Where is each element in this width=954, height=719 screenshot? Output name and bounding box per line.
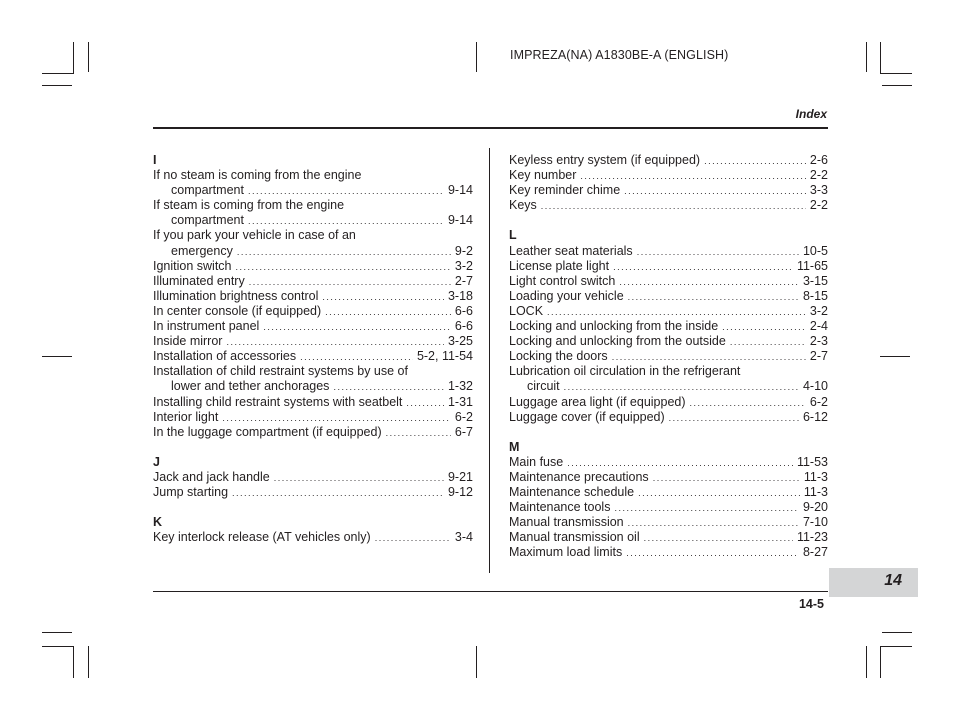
dot-leader [547, 305, 806, 320]
index-entry[interactable] [153, 274, 473, 289]
index-entry-page: 6-6 [454, 319, 473, 334]
index-entry-page: 6-2 [454, 409, 473, 424]
index-column-left [153, 153, 473, 545]
group-spacer [153, 440, 473, 455]
index-entry[interactable] [509, 304, 828, 319]
index-entry[interactable] [509, 410, 828, 425]
index-entry[interactable] [509, 183, 828, 198]
index-entry[interactable] [509, 455, 828, 470]
crop-mark [476, 42, 477, 72]
crop-mark [880, 42, 881, 74]
dot-leader [237, 245, 451, 260]
column-divider [489, 148, 490, 573]
dot-leader [274, 471, 444, 486]
index-entry-page: 9-12 [447, 485, 473, 500]
index-entry-page: 9-2 [454, 243, 473, 258]
index-entry[interactable] [153, 228, 473, 258]
dot-leader [222, 411, 451, 426]
crop-mark [866, 646, 867, 678]
index-column-right [509, 153, 828, 561]
crop-mark [73, 646, 74, 678]
index-entry[interactable] [509, 289, 828, 304]
dot-leader [626, 546, 799, 561]
index-entry[interactable] [153, 364, 473, 394]
index-entry-text: circuit [527, 379, 560, 394]
index-entry[interactable] [509, 153, 828, 168]
index-entry-text: If you park your vehicle in case of an [153, 228, 356, 243]
dot-leader [580, 169, 806, 184]
index-entry-text: Locking and unlocking from the outside [509, 334, 726, 349]
dot-leader [564, 380, 799, 395]
index-entry-text: Illuminated entry [153, 273, 245, 288]
index-entry-page: 6-12 [802, 409, 828, 424]
index-entry[interactable] [509, 259, 828, 274]
index-letter-heading: L [509, 228, 517, 243]
dot-leader [638, 486, 800, 501]
dot-leader [236, 260, 451, 275]
crop-mark [42, 85, 72, 86]
index-entry-text: License plate light [509, 258, 610, 273]
index-entry-page: 9-14 [447, 213, 473, 228]
index-entry-text: Lubrication oil circulation in the refrigerant [509, 364, 741, 379]
index-entry-page: 8-15 [802, 288, 828, 303]
crop-mark [88, 42, 89, 72]
index-entry-page: 11-23 [796, 530, 828, 545]
index-entry-text: compartment [171, 183, 244, 198]
index-entry-page: 4-10 [802, 379, 828, 394]
dot-leader [325, 305, 451, 320]
dot-leader [637, 245, 799, 260]
crop-mark [42, 73, 74, 74]
dot-leader [406, 396, 444, 411]
index-entry-text: emergency [171, 243, 233, 258]
dot-leader [249, 275, 451, 290]
index-letter-heading: M [509, 439, 520, 454]
index-letter-heading: I [153, 153, 157, 167]
index-entry-page: 3-2 [454, 258, 473, 273]
dot-leader [613, 260, 793, 275]
index-entry-page: 2-7 [454, 273, 473, 288]
crop-mark [880, 646, 881, 678]
header-rule [153, 127, 828, 129]
index-entry-page: 2-3 [809, 334, 828, 349]
index-entry[interactable] [509, 274, 828, 289]
index-entry[interactable] [509, 364, 828, 394]
index-entry-page: 3-15 [802, 273, 828, 288]
index-entry[interactable] [153, 334, 473, 349]
index-entry[interactable] [153, 349, 473, 364]
crop-mark [880, 73, 912, 74]
index-entry-page: 3-25 [447, 334, 473, 349]
index-entry[interactable] [153, 198, 473, 228]
index-entry-text: Installing child restraint systems with seatbelt [153, 394, 403, 409]
index-entry[interactable] [153, 304, 473, 319]
index-entry[interactable] [153, 425, 473, 440]
dot-leader [333, 380, 444, 395]
index-entry-page: 6-2 [809, 394, 828, 409]
index-entry[interactable] [509, 319, 828, 334]
index-entry[interactable] [509, 198, 828, 213]
index-entry-text: Luggage area light (if equipped) [509, 394, 686, 409]
index-entry-page: 3-18 [447, 288, 473, 303]
index-entry-page: 3-4 [454, 530, 473, 545]
dot-leader [730, 335, 806, 350]
chapter-tab[interactable] [829, 568, 918, 597]
index-entry[interactable] [153, 395, 473, 410]
crop-mark [73, 42, 74, 74]
index-entry-page: 2-2 [809, 198, 828, 213]
index-entry-text: Leather seat materials [509, 243, 633, 258]
index-entry-page: 6-7 [454, 424, 473, 439]
dot-leader [722, 320, 806, 335]
group-spacer [509, 213, 828, 228]
index-letter-heading: J [153, 454, 160, 469]
index-entry-text: Main fuse [509, 454, 564, 469]
index-entry-page: 11-53 [796, 454, 828, 469]
index-entry[interactable] [509, 485, 828, 500]
index-entry-text: Jump starting [153, 485, 229, 500]
dot-leader [644, 531, 793, 546]
index-entry-text: Maintenance precautions [509, 469, 649, 484]
index-entry-text: In instrument panel [153, 319, 260, 334]
index-entry-text: If no steam is coming from the engine [153, 168, 362, 183]
index-entry-page: 11-3 [803, 485, 828, 500]
dot-leader [375, 531, 451, 546]
crop-mark [42, 356, 72, 357]
index-entry[interactable] [153, 289, 473, 304]
index-entry[interactable] [509, 395, 828, 410]
index-entry-text: Maximum load limits [509, 545, 623, 560]
dot-leader [226, 335, 444, 350]
index-entry-text: Maintenance tools [509, 500, 611, 515]
crop-mark [866, 42, 867, 72]
crop-mark [880, 646, 912, 647]
index-entry[interactable] [509, 470, 828, 485]
dot-leader [300, 350, 413, 365]
index-entry[interactable] [509, 244, 828, 259]
crop-mark [42, 646, 74, 647]
dot-leader [386, 426, 451, 441]
index-entry[interactable] [509, 515, 828, 530]
dot-leader [704, 154, 806, 169]
dot-leader [612, 350, 806, 365]
footer-rule [153, 591, 828, 592]
index-entry-text: If steam is coming from the engine [153, 198, 345, 213]
index-entry-text: Illumination brightness control [153, 288, 319, 303]
index-entry[interactable] [153, 319, 473, 334]
index-entry-text: Ignition switch [153, 258, 232, 273]
index-entry-page: 1-32 [447, 379, 473, 394]
index-entry[interactable] [509, 168, 828, 183]
index-entry-page: 11-3 [803, 469, 828, 484]
group-spacer [509, 425, 828, 440]
index-entry-text: In center console (if equipped) [153, 303, 322, 318]
index-entry-text: Luggage cover (if equipped) [509, 409, 665, 424]
index-entry[interactable] [509, 545, 828, 560]
dot-leader [628, 516, 799, 531]
index-entry-text: Key interlock release (AT vehicles only) [153, 530, 371, 545]
index-entry-text: Maintenance schedule [509, 485, 635, 500]
index-entry-page: 3-2 [809, 303, 828, 318]
dot-leader [653, 471, 800, 486]
index-entry-text: Manual transmission oil [509, 530, 640, 545]
document-id: IMPREZA(NA) A1830BE-A (ENGLISH) [510, 48, 729, 62]
dot-leader [619, 275, 799, 290]
index-entry-text: LOCK [509, 303, 544, 318]
index-entry[interactable] [153, 470, 473, 485]
index-letter-heading: K [153, 515, 163, 530]
index-entry-page: 2-2 [809, 168, 828, 183]
index-entry-text: Locking and unlocking from the inside [509, 319, 719, 334]
index-entry-page: 2-4 [809, 319, 828, 334]
index-entry-text: Installation of accessories [153, 349, 297, 364]
index-entry-page: 9-14 [447, 183, 473, 198]
index-entry[interactable] [509, 349, 828, 364]
index-entry-text: Light control switch [509, 273, 616, 288]
dot-leader [614, 501, 799, 516]
dot-leader [263, 320, 451, 335]
index-entry[interactable] [509, 530, 828, 545]
index-entry-page: 7-10 [802, 515, 828, 530]
group-spacer [153, 500, 473, 515]
page-number: 14-5 [798, 597, 824, 611]
index-entry[interactable] [509, 500, 828, 515]
index-entry-page: 9-20 [802, 500, 828, 515]
index-entry-text: Manual transmission [509, 515, 624, 530]
dot-leader [248, 184, 444, 199]
dot-leader [541, 199, 806, 214]
index-entry-text: Keyless entry system (if equipped) [509, 153, 701, 167]
dot-leader [322, 290, 444, 305]
index-entry-text: Keys [509, 198, 537, 213]
index-entry-page: 10-5 [802, 243, 828, 258]
index-entry-text: In the luggage compartment (if equipped) [153, 424, 382, 439]
index-entry[interactable] [153, 168, 473, 198]
index-entry[interactable] [153, 485, 473, 500]
index-entry[interactable] [153, 410, 473, 425]
dot-leader [248, 214, 444, 229]
index-entry[interactable] [509, 334, 828, 349]
index-entry-page: 2-6 [809, 153, 828, 167]
index-entry-text: Interior light [153, 409, 219, 424]
index-entry-text: Inside mirror [153, 334, 223, 349]
index-entry-page: 8-27 [802, 545, 828, 560]
crop-mark [882, 85, 912, 86]
dot-leader [669, 411, 799, 426]
dot-leader [567, 456, 793, 471]
index-entry-text: Jack and jack handle [153, 469, 270, 484]
index-entry-page: 9-21 [447, 469, 473, 484]
index-entry[interactable] [153, 259, 473, 274]
chapter-number: 14 [884, 572, 902, 589]
index-entry-text: Locking the doors [509, 349, 608, 364]
section-label: Index [795, 107, 827, 121]
index-entry-page: 1-31 [447, 394, 473, 409]
index-entry-text: Key reminder chime [509, 183, 621, 198]
index-entry-text: compartment [171, 213, 244, 228]
index-entry-page: 6-6 [454, 303, 473, 318]
index-entry-text: Installation of child restraint systems by use of [153, 364, 408, 379]
index-entry-text: Loading your vehicle [509, 288, 624, 303]
crop-mark [42, 632, 72, 633]
crop-mark [476, 646, 477, 678]
index-entry-page: 2-7 [809, 349, 828, 364]
index-entry-text: lower and tether anchorages [171, 379, 330, 394]
index-entry-page: 3-3 [809, 183, 828, 198]
crop-mark [880, 356, 910, 357]
crop-mark [882, 632, 912, 633]
dot-leader [232, 486, 444, 501]
dot-leader [690, 396, 806, 411]
index-entry[interactable] [153, 530, 473, 545]
index-entry-page: 11-65 [796, 258, 828, 273]
index-entry-text: Key number [509, 168, 577, 183]
index-entry-page: 5-2, 11-54 [416, 349, 473, 364]
crop-mark [88, 646, 89, 678]
dot-leader [628, 290, 799, 305]
dot-leader [624, 184, 806, 199]
